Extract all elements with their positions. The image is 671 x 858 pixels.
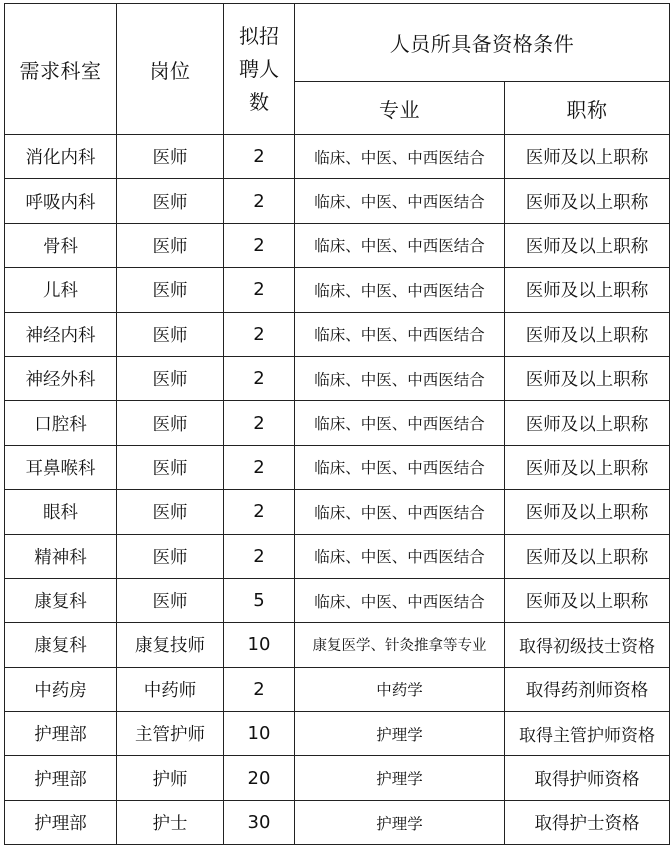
cell-count: 2 <box>224 179 295 223</box>
cell-major: 临床、中医、中西医结合 <box>295 135 505 179</box>
cell-count: 2 <box>224 312 295 356</box>
header-title: 职称 <box>505 82 670 135</box>
cell-count: 2 <box>224 667 295 711</box>
header-count-line2: 聘人 <box>239 56 279 81</box>
table-row <box>5 179 670 223</box>
cell-major: 临床、中医、中西医结合 <box>295 356 505 400</box>
cell-position: 医师 <box>117 578 224 622</box>
cell-major: 临床、中医、中西医结合 <box>295 179 505 223</box>
cell-position: 医师 <box>117 223 224 267</box>
cell-count: 2 <box>224 223 295 267</box>
cell-dept: 儿科 <box>5 268 117 312</box>
cell-count: 2 <box>224 490 295 534</box>
cell-dept: 护理部 <box>5 756 117 800</box>
cell-count: 30 <box>224 800 295 844</box>
cell-dept: 口腔科 <box>5 401 117 445</box>
header-count <box>224 4 295 135</box>
cell-title: 取得药剂师资格 <box>505 667 670 711</box>
cell-position: 护师 <box>117 756 224 800</box>
cell-dept: 护理部 <box>5 712 117 756</box>
cell-title: 取得护士资格 <box>505 800 670 844</box>
cell-position: 医师 <box>117 445 224 489</box>
cell-count: 10 <box>224 712 295 756</box>
cell-position: 主管护师 <box>117 712 224 756</box>
cell-count: 2 <box>224 135 295 179</box>
cell-dept: 中药房 <box>5 667 117 711</box>
table-row <box>5 800 670 844</box>
cell-major: 护理学 <box>295 756 505 800</box>
cell-title: 医师及以上职称 <box>505 401 670 445</box>
table-row <box>5 578 670 622</box>
cell-position: 医师 <box>117 312 224 356</box>
cell-count: 2 <box>224 401 295 445</box>
cell-major: 临床、中医、中西医结合 <box>295 445 505 489</box>
cell-position: 护士 <box>117 800 224 844</box>
cell-count: 2 <box>224 356 295 400</box>
cell-title: 医师及以上职称 <box>505 223 670 267</box>
cell-dept: 眼科 <box>5 490 117 534</box>
cell-dept: 护理部 <box>5 800 117 844</box>
table-row <box>5 445 670 489</box>
cell-position: 医师 <box>117 356 224 400</box>
cell-count: 20 <box>224 756 295 800</box>
table-row <box>5 534 670 578</box>
cell-position: 医师 <box>117 401 224 445</box>
cell-dept: 神经外科 <box>5 356 117 400</box>
cell-major: 临床、中医、中西医结合 <box>295 223 505 267</box>
cell-count: 2 <box>224 268 295 312</box>
cell-dept: 呼吸内科 <box>5 179 117 223</box>
cell-count: 2 <box>224 445 295 489</box>
header-position: 岗位 <box>117 4 224 135</box>
cell-dept: 耳鼻喉科 <box>5 445 117 489</box>
cell-title: 取得主管护师资格 <box>505 712 670 756</box>
cell-title: 医师及以上职称 <box>505 578 670 622</box>
cell-major: 临床、中医、中西医结合 <box>295 268 505 312</box>
table-row <box>5 490 670 534</box>
cell-major: 护理学 <box>295 800 505 844</box>
cell-position: 医师 <box>117 490 224 534</box>
table-row <box>5 268 670 312</box>
table-row <box>5 712 670 756</box>
cell-position: 医师 <box>117 179 224 223</box>
cell-dept: 神经内科 <box>5 312 117 356</box>
table-row <box>5 401 670 445</box>
cell-major: 临床、中医、中西医结合 <box>295 490 505 534</box>
header-row-1 <box>5 4 670 82</box>
cell-dept: 精神科 <box>5 534 117 578</box>
header-qualifications: 人员所具备资格条件 <box>295 4 670 82</box>
table-row <box>5 623 670 667</box>
cell-major: 临床、中医、中西医结合 <box>295 534 505 578</box>
cell-dept: 康复科 <box>5 623 117 667</box>
header-dept: 需求科室 <box>5 4 117 135</box>
cell-title: 医师及以上职称 <box>505 356 670 400</box>
cell-title: 医师及以上职称 <box>505 268 670 312</box>
cell-count: 2 <box>224 534 295 578</box>
cell-position: 医师 <box>117 268 224 312</box>
table-row <box>5 135 670 179</box>
cell-dept: 骨科 <box>5 223 117 267</box>
cell-major: 康复医学、针灸推拿等专业 <box>295 623 505 667</box>
header-major: 专业 <box>295 82 505 135</box>
cell-count: 5 <box>224 578 295 622</box>
cell-major: 临床、中医、中西医结合 <box>295 578 505 622</box>
cell-major: 临床、中医、中西医结合 <box>295 401 505 445</box>
table-row <box>5 667 670 711</box>
cell-title: 医师及以上职称 <box>505 445 670 489</box>
table-row <box>5 312 670 356</box>
table-row <box>5 356 670 400</box>
cell-title: 取得护师资格 <box>505 756 670 800</box>
cell-major: 临床、中医、中西医结合 <box>295 312 505 356</box>
cell-count: 10 <box>224 623 295 667</box>
cell-position: 医师 <box>117 534 224 578</box>
cell-major: 护理学 <box>295 712 505 756</box>
header-count-line1: 拟招 <box>239 23 279 48</box>
cell-major: 中药学 <box>295 667 505 711</box>
cell-dept: 康复科 <box>5 578 117 622</box>
cell-title: 取得初级技士资格 <box>505 623 670 667</box>
table-row <box>5 756 670 800</box>
cell-position: 医师 <box>117 135 224 179</box>
table-row <box>5 223 670 267</box>
cell-title: 医师及以上职称 <box>505 312 670 356</box>
cell-title: 医师及以上职称 <box>505 534 670 578</box>
cell-title: 医师及以上职称 <box>505 490 670 534</box>
cell-position: 中药师 <box>117 667 224 711</box>
cell-dept: 消化内科 <box>5 135 117 179</box>
recruitment-table <box>4 3 670 845</box>
header-count-line3: 数 <box>249 89 269 114</box>
cell-title: 医师及以上职称 <box>505 135 670 179</box>
cell-title: 医师及以上职称 <box>505 179 670 223</box>
cell-position: 康复技师 <box>117 623 224 667</box>
